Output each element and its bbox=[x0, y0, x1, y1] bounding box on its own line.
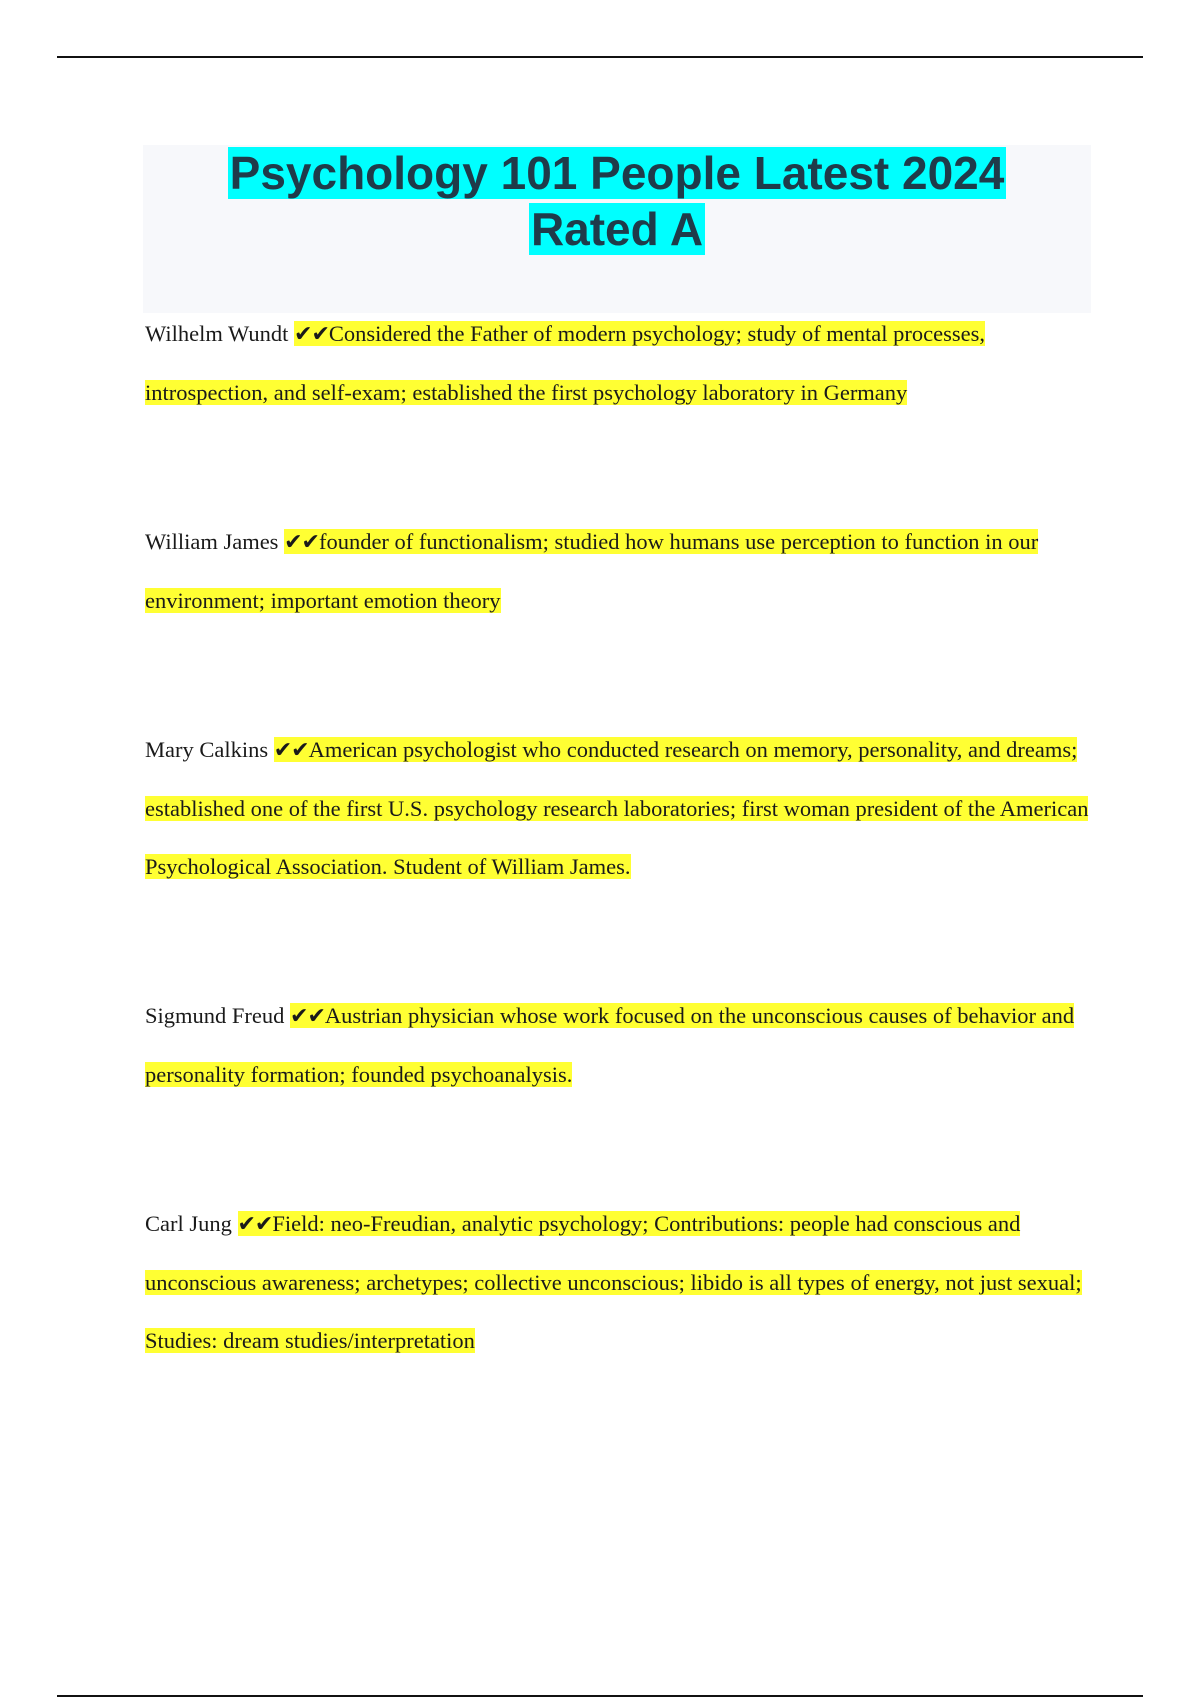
entry-definition bbox=[145, 529, 1038, 613]
bottom-rule bbox=[57, 1695, 1143, 1697]
entry-definition-text: Field: neo-Freudian, analytic psychology; Contributions: people had conscious and unconscious awareness; archetypes; collective unconscious; libido is all types of energy, not just sexual; Studies: dream studies/interpretation bbox=[145, 1211, 1082, 1353]
double-check-icon: ✔✔ bbox=[237, 1212, 273, 1237]
entry-term: William James bbox=[145, 529, 279, 554]
entry-list bbox=[145, 305, 1090, 1370]
entry-sigmund-freud bbox=[145, 987, 1090, 1104]
entry-definition bbox=[145, 1211, 1082, 1353]
entry-term: Mary Calkins bbox=[145, 737, 269, 762]
double-check-icon: ✔✔ bbox=[290, 1004, 325, 1029]
double-check-icon: ✔✔ bbox=[273, 738, 309, 763]
page-title bbox=[143, 145, 1091, 257]
entry-definition bbox=[145, 737, 1088, 879]
entry-definition-text: Austrian physician whose work focused on the unconscious causes of behavior and personality formation; founded psychoanalysis. bbox=[145, 1003, 1075, 1087]
title-line-1: Psychology 101 People Latest 2024 bbox=[229, 147, 1005, 199]
entry-william-james bbox=[145, 513, 1090, 630]
entry-carl-jung bbox=[145, 1195, 1090, 1370]
title-block bbox=[143, 145, 1091, 313]
entry-term: Wilhelm Wundt bbox=[145, 321, 289, 346]
entry-mary-calkins bbox=[145, 721, 1090, 896]
entry-definition-text: Considered the Father of modern psychology; study of mental processes, introspection, and self-exam; established the first psychology laboratory in Germany bbox=[145, 321, 986, 405]
entry-wilhelm-wundt bbox=[145, 305, 1090, 422]
entry-definition bbox=[145, 1003, 1074, 1087]
title-line-2: Rated A bbox=[530, 203, 704, 255]
top-rule bbox=[57, 56, 1143, 58]
double-check-icon: ✔✔ bbox=[284, 530, 319, 555]
double-check-icon: ✔✔ bbox=[294, 322, 329, 347]
entry-term: Carl Jung bbox=[145, 1211, 232, 1236]
entry-definition-text: American psychologist who conducted research on memory, personality, and dreams; established one of the first U.S. psychology research laboratories; first woman president of the American Psychological Association. Student of William James. bbox=[145, 737, 1089, 879]
entry-definition-text: founder of functionalism; studied how humans use perception to function in our environment; important emotion theory bbox=[145, 529, 1039, 613]
entry-term: Sigmund Freud bbox=[145, 1003, 285, 1028]
